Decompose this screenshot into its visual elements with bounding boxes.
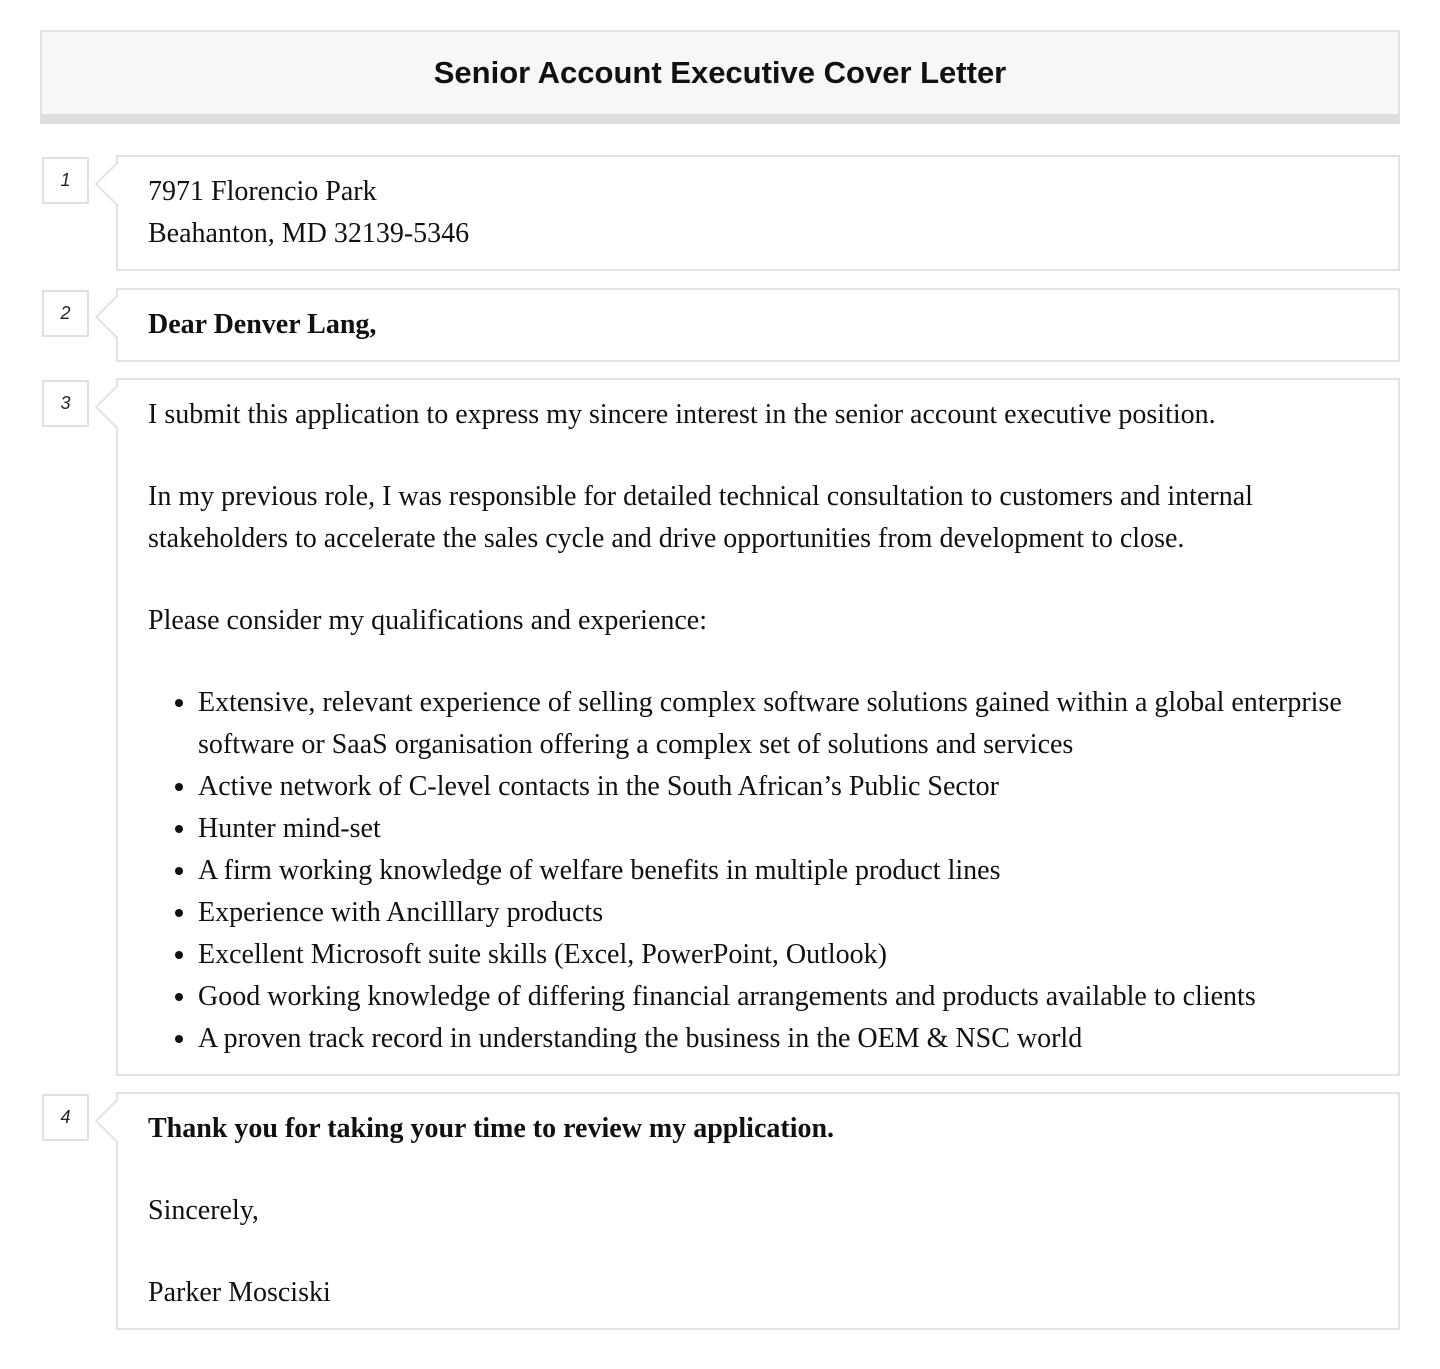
list-item: • A firm working knowledge of welfare benefits in multiple product lines xyxy=(198,850,1368,892)
greeting-card xyxy=(116,288,1400,362)
intro-paragraph: I submit this application to express my sincere interest in the senior account executive position. xyxy=(148,399,1216,430)
list-intro: Please consider my qualifications and experience: xyxy=(148,605,708,636)
list-item: • A proven track record in understanding the business in the OEM & NSC world xyxy=(198,1018,1368,1060)
list-item: • Active network of C-level contacts in the South African’s Public Sector xyxy=(198,766,1368,808)
section-number: 1 xyxy=(42,157,89,204)
list-item: • Extensive, relevant experience of selling complex software solutions gained within a global enterprise software or SaaS organisation offering a complex set of solutions and services xyxy=(198,682,1368,766)
thanks-line: Thank you for taking your time to review my application. xyxy=(148,1113,835,1144)
list-item: • Excellent Microsoft suite skills (Excel, PowerPoint, Outlook) xyxy=(198,934,1368,976)
qualifications-list xyxy=(148,682,1368,1060)
greeting: Dear Denver Lang, xyxy=(148,309,377,340)
section-number: 2 xyxy=(42,290,89,337)
address-line-2: Beahanton, MD 32139-5346 xyxy=(148,218,470,249)
section-number: 3 xyxy=(42,380,89,427)
page-header xyxy=(40,30,1400,124)
signature: Parker Mosciski xyxy=(148,1277,331,1308)
experience-paragraph: In my previous role, I was responsible for detailed technical consultation to customers and internal stakeholders to accelerate the sales cycle and drive opportunities from development to close. xyxy=(148,481,1253,554)
page-title: Senior Account Executive Cover Letter xyxy=(433,55,1007,90)
closing-card xyxy=(116,1092,1400,1330)
list-item: • Hunter mind-set xyxy=(198,808,1368,850)
body-card xyxy=(116,378,1400,1076)
list-item: • Experience with Ancilllary products xyxy=(198,892,1368,934)
closing-salutation: Sincerely, xyxy=(148,1195,259,1226)
address-line-1: 7971 Florencio Park xyxy=(148,176,377,207)
list-item: • Good working knowledge of differing financial arrangements and products available to clients xyxy=(198,976,1368,1018)
address-card xyxy=(116,155,1400,271)
section-number: 4 xyxy=(42,1094,89,1141)
